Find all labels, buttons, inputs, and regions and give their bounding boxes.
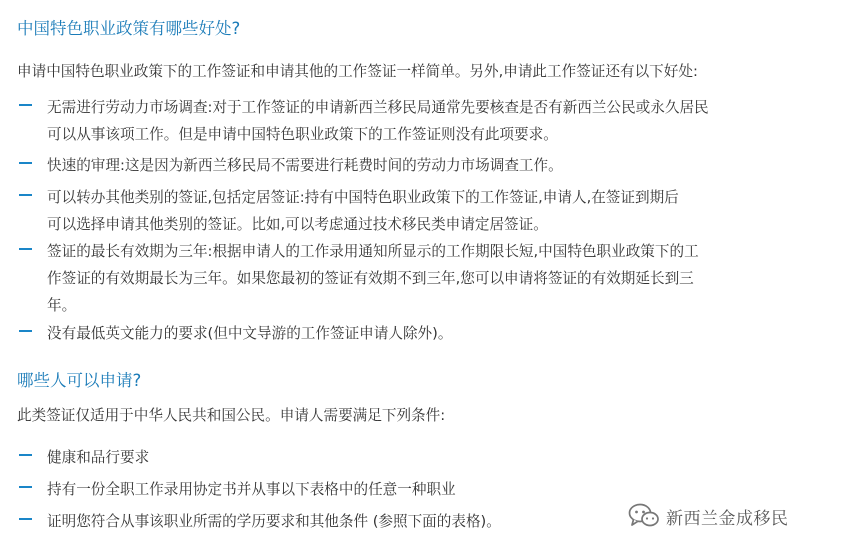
list-item-text: 健康和品行要求 [47, 449, 150, 466]
list-item [17, 476, 817, 503]
list-item-text: 无需进行劳动力市场调查:对于工作签证的申请新西兰移民局通常先要核查是否有新西兰公民或永久居民 [47, 99, 709, 116]
list-item-text: 作签证的有效期最长为三年。如果您最初的签证有效期不到三年,您可以申请将签证的有效期延长到三 [47, 270, 694, 287]
list-item [17, 94, 817, 148]
dash-bullet-icon [19, 454, 32, 456]
list-item-text: 持有一份全职工作录用协定书并从事以下表格中的任意一种职业 [47, 481, 456, 498]
list-item [17, 444, 817, 471]
list-item-text: 签证的最长有效期为三年:根据申请人的工作录用通知所显示的工作期限长短,中国特色职业政策下的工 [47, 243, 699, 260]
section-heading: 中国特色职业政策有哪些好处? [17, 19, 241, 38]
list-item [17, 238, 817, 319]
list-item [17, 320, 817, 347]
list-item [17, 184, 817, 238]
watermark [628, 501, 789, 531]
watermark-text: 新西兰金成移民 [666, 508, 789, 529]
list-item-text: 可以选择申请其他类别的签证。比如,可以考虑通过技术移民类申请定居签证。 [47, 216, 548, 233]
dash-bullet-icon [19, 104, 32, 106]
dash-bullet-icon [19, 194, 32, 196]
list-item-text: 可以转办其他类别的签证,包括定居签证:持有中国特色职业政策下的工作签证,申请人,在签证到期后 [47, 189, 679, 206]
intro-paragraph: 申请中国特色职业政策下的工作签证和申请其他的工作签证一样简单。另外,申请此工作签证还有以下好处: [17, 63, 698, 80]
dash-bullet-icon [19, 330, 32, 332]
list-item-text: 快速的审理:这是因为新西兰移民局不需要进行耗费时间的劳动力市场调查工作。 [47, 157, 563, 174]
list-item-text: 年。 [47, 297, 77, 314]
dash-bullet-icon [19, 486, 32, 488]
list-item-text: 没有最低英文能力的要求(但中文导游的工作签证申请人除外)。 [47, 325, 453, 342]
wechat-icon [628, 502, 660, 530]
intro-paragraph: 此类签证仅适用于中华人民共和国公民。申请人需要满足下列条件: [17, 407, 446, 424]
dash-bullet-icon [19, 248, 32, 250]
dash-bullet-icon [19, 518, 32, 520]
list-item-text: 证明您符合从事该职业所需的学历要求和其他条件 (参照下面的表格)。 [47, 513, 501, 530]
list-item [17, 152, 817, 179]
section-heading: 哪些人可以申请? [17, 371, 142, 390]
list-item-text: 可以从事该项工作。但是申请中国特色职业政策下的工作签证则没有此项要求。 [47, 126, 558, 143]
dash-bullet-icon [19, 162, 32, 164]
